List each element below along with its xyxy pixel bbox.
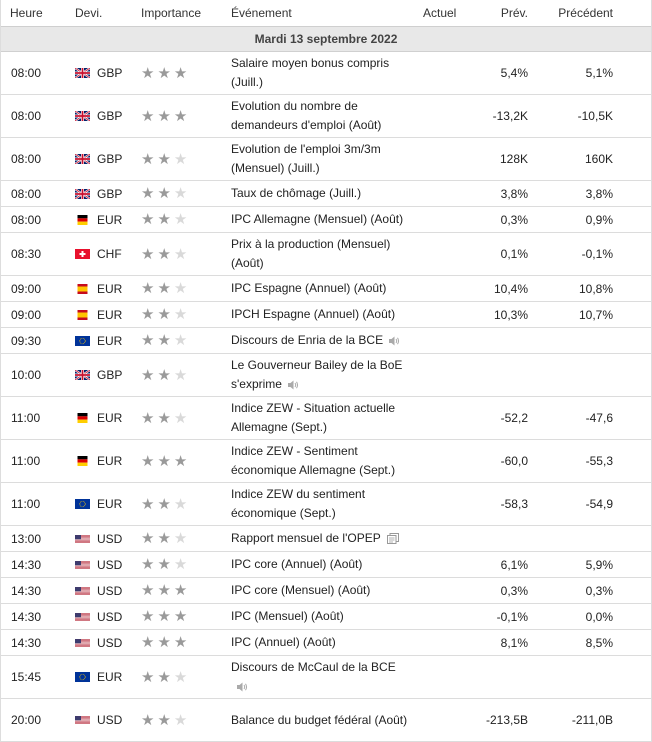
forecast-value: -213,5B xyxy=(485,713,528,727)
speaker-icon[interactable] xyxy=(237,682,248,692)
table-row[interactable] xyxy=(1,302,651,328)
event-name[interactable] xyxy=(231,354,411,396)
table-row[interactable] xyxy=(1,328,651,354)
previous-value: 5,1% xyxy=(585,66,613,80)
event-label[interactable]: Indice ZEW - Situation actuelle Allemagne (Sept.) xyxy=(231,401,396,434)
star-icon: ★ xyxy=(141,185,155,202)
event-name[interactable] xyxy=(231,604,411,629)
table-row[interactable] xyxy=(1,52,651,95)
star-icon: ★ xyxy=(141,211,155,228)
forecast-value: -58,3 xyxy=(500,497,528,511)
table-row[interactable] xyxy=(1,483,651,526)
star-icon: ★ xyxy=(173,306,188,323)
star-icon: ★ xyxy=(157,452,171,470)
forecast-value: -52,2 xyxy=(500,411,528,425)
importance-rating xyxy=(141,52,187,94)
star-icon: ★ xyxy=(141,452,155,470)
star-icon: ★ xyxy=(173,530,188,547)
event-label[interactable]: Evolution du nombre de demandeurs d'emploi (Août) xyxy=(231,99,382,132)
forecast-value: 0,3% xyxy=(500,212,528,227)
importance-rating xyxy=(141,630,187,655)
table-row[interactable] xyxy=(1,440,651,483)
event-name[interactable] xyxy=(231,397,411,439)
event-currency xyxy=(75,328,122,353)
spain-flag-icon xyxy=(75,284,90,294)
star-icon: ★ xyxy=(173,64,188,82)
event-currency xyxy=(75,630,122,655)
importance-rating xyxy=(141,328,187,353)
event-name[interactable] xyxy=(231,302,411,327)
importance-rating xyxy=(141,276,187,301)
currency-code: GBP xyxy=(97,109,123,123)
header-event[interactable]: Événement xyxy=(231,6,292,20)
star-icon: ★ xyxy=(141,530,155,547)
currency-code: EUR xyxy=(97,454,123,468)
star-icon: ★ xyxy=(173,211,188,228)
event-currency xyxy=(75,604,122,629)
header-importance[interactable]: Importance xyxy=(141,6,202,20)
eu-flag-icon xyxy=(75,499,90,509)
eu-flag-icon xyxy=(75,336,90,346)
eu-flag-icon xyxy=(75,672,90,682)
previous-value: 3,8% xyxy=(585,186,613,201)
star-icon: ★ xyxy=(173,608,188,625)
star-icon: ★ xyxy=(157,306,171,323)
forecast-value: 5,4% xyxy=(500,66,528,80)
event-name[interactable] xyxy=(231,181,411,206)
star-icon: ★ xyxy=(173,634,188,651)
event-currency xyxy=(75,138,122,180)
table-row[interactable] xyxy=(1,397,651,440)
importance-rating xyxy=(141,656,187,698)
table-row[interactable] xyxy=(1,95,651,138)
event-time: 09:00 xyxy=(11,307,42,322)
forecast-value: 10,3% xyxy=(493,307,528,322)
previous-value: -54,9 xyxy=(585,497,613,511)
event-time: 10:00 xyxy=(11,368,42,382)
currency-code: GBP xyxy=(97,66,123,80)
event-label[interactable]: Salaire moyen bonus compris (Juill.) xyxy=(231,56,390,89)
event-name[interactable] xyxy=(231,656,411,698)
currency-code: EUR xyxy=(97,281,123,296)
importance-rating xyxy=(141,578,187,603)
importance-rating xyxy=(141,552,187,577)
event-label[interactable]: Discours de Enria de la BCE xyxy=(231,333,384,347)
forecast-value: 0,3% xyxy=(500,583,528,598)
event-time: 15:45 xyxy=(11,670,42,684)
event-label[interactable]: IPC Espagne (Annuel) (Août) xyxy=(231,281,387,295)
currency-code: GBP xyxy=(97,186,123,201)
event-currency xyxy=(75,207,122,232)
star-icon: ★ xyxy=(173,582,188,599)
forecast-value: -0,1% xyxy=(496,609,528,624)
event-label[interactable]: Taux de chômage (Juill.) xyxy=(231,186,362,200)
event-currency xyxy=(75,181,122,206)
currency-code: USD xyxy=(97,583,123,598)
currency-code: GBP xyxy=(97,152,123,166)
germany-flag-icon xyxy=(75,215,90,225)
us-flag-icon xyxy=(75,586,90,596)
table-row[interactable] xyxy=(1,207,651,233)
forecast-value: 6,1% xyxy=(500,557,528,572)
previous-value: -55,3 xyxy=(585,454,613,468)
forecast-value: 10,4% xyxy=(493,281,528,296)
importance-rating xyxy=(141,526,187,551)
currency-code: GBP xyxy=(97,368,123,382)
event-label[interactable]: Rapport mensuel de l'OPEP xyxy=(231,531,381,545)
uk-flag-icon xyxy=(75,370,90,380)
event-name[interactable] xyxy=(231,52,411,94)
importance-rating xyxy=(141,440,187,482)
star-icon: ★ xyxy=(141,608,155,625)
event-time: 08:00 xyxy=(11,109,42,123)
forecast-value: 3,8% xyxy=(500,186,528,201)
event-name[interactable] xyxy=(231,483,411,525)
event-label[interactable]: Indice ZEW du sentiment économique (Sept.) xyxy=(231,487,366,520)
event-time: 08:00 xyxy=(11,66,42,80)
star-icon: ★ xyxy=(141,64,155,82)
previous-value: -10,5K xyxy=(577,109,613,123)
event-name[interactable] xyxy=(231,207,411,232)
star-icon: ★ xyxy=(157,64,171,82)
header-time[interactable]: Heure xyxy=(10,6,43,20)
event-time: 14:30 xyxy=(11,635,42,650)
event-time: 14:30 xyxy=(11,609,42,624)
uk-flag-icon xyxy=(75,154,90,164)
currency-code: EUR xyxy=(97,497,123,511)
star-icon: ★ xyxy=(141,150,155,168)
table-row[interactable] xyxy=(1,604,651,630)
star-icon: ★ xyxy=(141,556,155,573)
event-time: 11:00 xyxy=(11,411,41,425)
star-icon: ★ xyxy=(157,668,171,686)
event-label[interactable]: IPC (Mensuel) (Août) xyxy=(231,609,344,623)
currency-code: EUR xyxy=(97,670,123,684)
event-time: 14:30 xyxy=(11,583,42,598)
speaker-icon[interactable] xyxy=(288,380,299,390)
importance-rating xyxy=(141,95,187,137)
star-icon: ★ xyxy=(157,711,171,729)
currency-code: USD xyxy=(97,635,123,650)
star-icon: ★ xyxy=(141,668,155,686)
currency-code: EUR xyxy=(97,307,123,322)
event-name[interactable] xyxy=(231,699,411,741)
star-icon: ★ xyxy=(141,280,155,297)
currency-code: CHF xyxy=(97,247,122,261)
event-currency xyxy=(75,354,122,396)
us-flag-icon xyxy=(75,638,90,648)
event-list xyxy=(1,52,651,742)
previous-value: -47,6 xyxy=(585,411,613,425)
star-icon: ★ xyxy=(173,556,188,573)
event-currency xyxy=(75,578,122,603)
event-label[interactable]: Balance du budget fédéral (Août) xyxy=(231,712,408,727)
star-icon: ★ xyxy=(157,530,171,547)
importance-rating xyxy=(141,181,187,206)
star-icon: ★ xyxy=(141,332,155,349)
star-icon: ★ xyxy=(173,150,188,168)
forecast-value: 0,1% xyxy=(500,247,528,261)
document-icon[interactable] xyxy=(387,533,399,544)
star-icon: ★ xyxy=(157,185,171,202)
event-name[interactable] xyxy=(231,95,411,137)
spain-flag-icon xyxy=(75,310,90,320)
event-currency xyxy=(75,440,122,482)
previous-value: 8,5% xyxy=(585,635,613,650)
star-icon: ★ xyxy=(157,332,171,349)
star-icon: ★ xyxy=(173,495,188,513)
previous-value: 10,7% xyxy=(578,307,613,322)
previous-value: 160K xyxy=(584,152,613,166)
event-name[interactable] xyxy=(231,138,411,180)
uk-flag-icon xyxy=(75,111,90,121)
importance-rating xyxy=(141,302,187,327)
currency-code: USD xyxy=(97,609,123,624)
star-icon: ★ xyxy=(141,107,155,125)
star-icon: ★ xyxy=(157,409,171,427)
table-row[interactable] xyxy=(1,578,651,604)
event-time: 11:00 xyxy=(11,497,41,511)
table-row[interactable] xyxy=(1,699,651,742)
event-currency xyxy=(75,483,122,525)
event-name[interactable] xyxy=(231,276,411,301)
event-currency xyxy=(75,302,122,327)
germany-flag-icon xyxy=(75,413,90,423)
currency-code: EUR xyxy=(97,411,123,425)
event-currency xyxy=(75,552,122,577)
star-icon: ★ xyxy=(157,556,171,573)
importance-rating xyxy=(141,138,187,180)
star-icon: ★ xyxy=(157,211,171,228)
us-flag-icon xyxy=(75,560,90,570)
star-icon: ★ xyxy=(141,582,155,599)
event-time: 08:30 xyxy=(11,247,42,261)
star-icon: ★ xyxy=(141,634,155,651)
star-icon: ★ xyxy=(157,245,171,263)
event-currency xyxy=(75,276,122,301)
event-currency xyxy=(75,656,122,698)
event-time: 08:00 xyxy=(11,152,42,166)
previous-value: 0,9% xyxy=(585,212,613,227)
forecast-value: -13,2K xyxy=(492,109,528,123)
event-label[interactable]: IPC core (Annuel) (Août) xyxy=(231,557,363,571)
event-label[interactable]: IPC core (Mensuel) (Août) xyxy=(231,583,371,597)
currency-code: EUR xyxy=(97,212,123,227)
star-icon: ★ xyxy=(157,150,171,168)
us-flag-icon xyxy=(75,612,90,622)
importance-rating xyxy=(141,207,187,232)
switzerland-flag-icon xyxy=(75,249,90,259)
germany-flag-icon xyxy=(75,456,90,466)
star-icon: ★ xyxy=(173,668,188,686)
star-icon: ★ xyxy=(173,409,188,427)
speaker-icon[interactable] xyxy=(389,336,400,346)
star-icon: ★ xyxy=(141,306,155,323)
header-forecast[interactable]: Prév. xyxy=(500,6,528,20)
currency-code: USD xyxy=(97,713,123,727)
event-name[interactable] xyxy=(231,440,411,482)
header-previous[interactable]: Précédent xyxy=(558,6,613,20)
currency-code: EUR xyxy=(97,333,123,348)
star-icon: ★ xyxy=(157,634,171,651)
uk-flag-icon xyxy=(75,68,90,78)
event-currency xyxy=(75,233,122,275)
table-row[interactable] xyxy=(1,656,651,699)
event-label[interactable]: IPC Allemagne (Mensuel) (Août) xyxy=(231,212,404,226)
event-label[interactable]: Indice ZEW - Sentiment économique Allemagne (Sept.) xyxy=(231,444,396,477)
event-currency xyxy=(75,397,122,439)
importance-rating xyxy=(141,604,187,629)
event-name[interactable] xyxy=(231,526,411,551)
header-currency[interactable]: Devi. xyxy=(75,6,103,20)
event-name[interactable] xyxy=(231,552,411,577)
event-label[interactable]: Discours de McCaul de la BCE xyxy=(231,660,396,674)
us-flag-icon xyxy=(75,534,90,544)
table-row[interactable] xyxy=(1,526,651,552)
event-label[interactable]: Prix à la production (Mensuel) (Août) xyxy=(231,237,391,270)
event-name[interactable] xyxy=(231,630,411,655)
event-time: 09:30 xyxy=(11,333,42,348)
event-label[interactable]: Le Gouverneur Bailey de la BoE s'exprime xyxy=(231,358,403,391)
star-icon: ★ xyxy=(173,332,188,349)
event-currency xyxy=(75,699,122,741)
star-icon: ★ xyxy=(157,582,171,599)
forecast-value: 8,1% xyxy=(500,635,528,650)
star-icon: ★ xyxy=(173,452,188,470)
table-row[interactable] xyxy=(1,354,651,397)
table-row[interactable] xyxy=(1,552,651,578)
star-icon: ★ xyxy=(173,711,188,729)
star-icon: ★ xyxy=(173,280,188,297)
event-currency xyxy=(75,52,122,94)
event-time: 11:00 xyxy=(11,454,41,468)
importance-rating xyxy=(141,397,187,439)
star-icon: ★ xyxy=(173,185,188,202)
event-name[interactable] xyxy=(231,578,411,603)
star-icon: ★ xyxy=(141,711,155,729)
event-time: 13:00 xyxy=(11,531,42,546)
star-icon: ★ xyxy=(141,366,155,384)
table-header xyxy=(1,0,651,27)
star-icon: ★ xyxy=(157,608,171,625)
star-icon: ★ xyxy=(141,495,155,513)
star-icon: ★ xyxy=(173,366,188,384)
importance-rating xyxy=(141,699,187,741)
previous-value: -0,1% xyxy=(581,247,613,261)
uk-flag-icon xyxy=(75,189,90,199)
event-label[interactable]: IPCH Espagne (Annuel) (Août) xyxy=(231,307,396,321)
previous-value: 10,8% xyxy=(578,281,613,296)
star-icon: ★ xyxy=(157,495,171,513)
previous-value: 0,0% xyxy=(585,609,613,624)
importance-rating xyxy=(141,354,187,396)
star-icon: ★ xyxy=(173,245,188,263)
table-row[interactable] xyxy=(1,276,651,302)
importance-rating xyxy=(141,233,187,275)
event-name[interactable] xyxy=(231,233,411,275)
previous-value: -211,0B xyxy=(571,713,613,727)
importance-rating xyxy=(141,483,187,525)
star-icon: ★ xyxy=(141,245,155,263)
star-icon: ★ xyxy=(157,107,171,125)
event-currency xyxy=(75,526,122,551)
table-row[interactable] xyxy=(1,138,651,181)
forecast-value: 128K xyxy=(499,152,528,166)
currency-code: USD xyxy=(97,557,123,572)
event-time: 08:00 xyxy=(11,212,42,227)
currency-code: USD xyxy=(97,531,123,546)
previous-value: 0,3% xyxy=(585,583,613,598)
star-icon: ★ xyxy=(173,107,188,125)
table-row[interactable] xyxy=(1,181,651,207)
table-row[interactable] xyxy=(1,233,651,276)
star-icon: ★ xyxy=(157,366,171,384)
table-row[interactable] xyxy=(1,630,651,656)
event-time: 14:30 xyxy=(11,557,42,572)
event-time: 20:00 xyxy=(11,713,42,727)
event-time: 09:00 xyxy=(11,281,42,296)
us-flag-icon xyxy=(75,715,90,725)
star-icon: ★ xyxy=(141,409,155,427)
header-actual[interactable]: Actuel xyxy=(423,6,457,20)
previous-value: 5,9% xyxy=(585,557,613,572)
day-header: Mardi 13 septembre 2022 xyxy=(1,27,651,52)
event-currency xyxy=(75,95,122,137)
event-label[interactable]: IPC (Annuel) (Août) xyxy=(231,635,336,649)
event-label[interactable]: Evolution de l'emploi 3m/3m (Mensuel) (Juill.) xyxy=(231,142,381,175)
event-time: 08:00 xyxy=(11,186,42,201)
forecast-value: -60,0 xyxy=(500,454,528,468)
event-name[interactable] xyxy=(231,328,411,353)
star-icon: ★ xyxy=(157,280,171,297)
